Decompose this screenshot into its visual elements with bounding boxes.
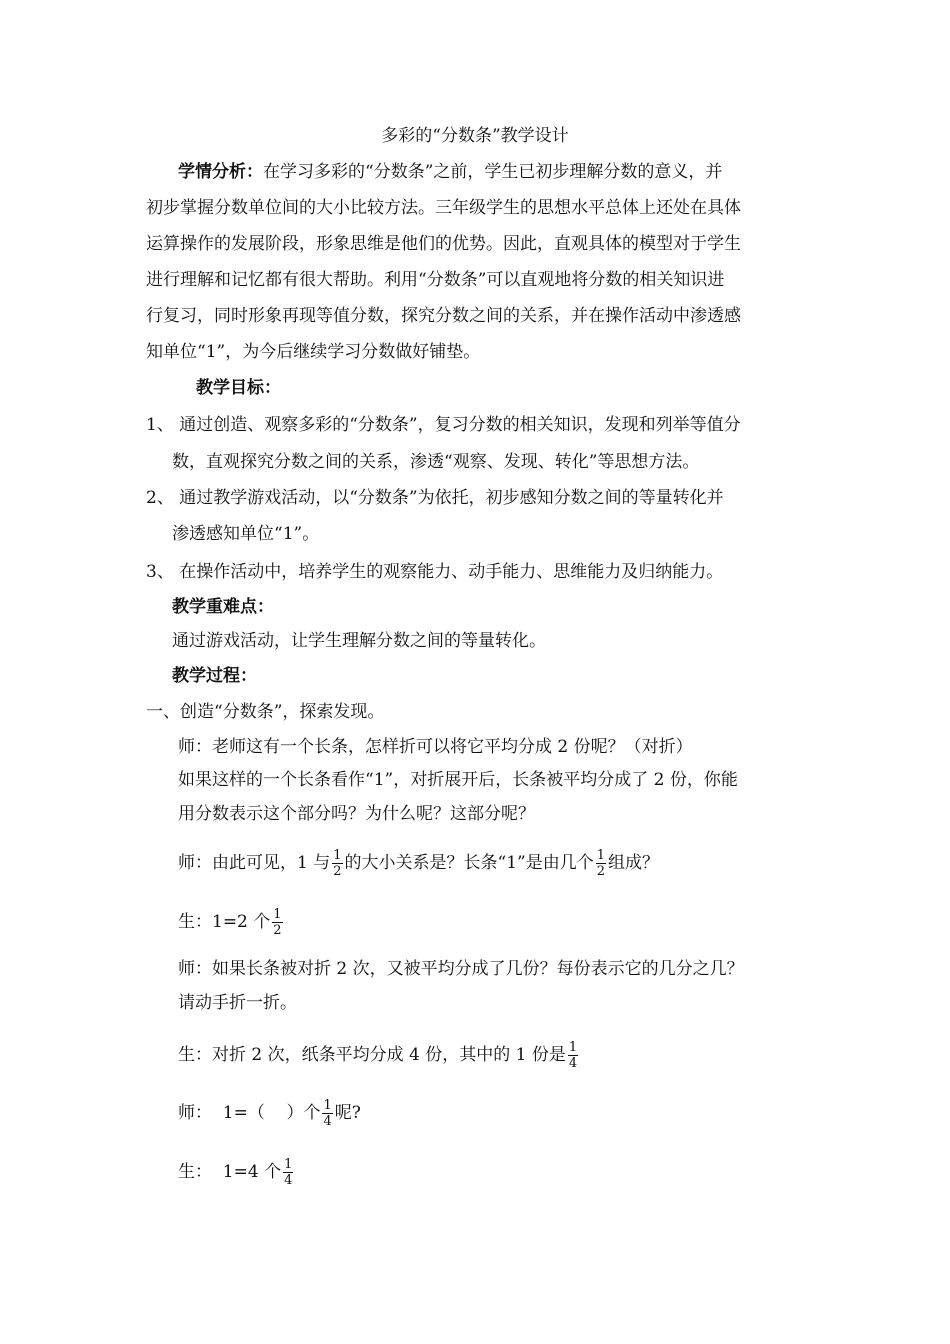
process-line-5 [178,907,285,938]
goal-1-line-1: 1、 通过创造、观察多彩的“分数条”，复习分数的相关知识，发现和列举等值分 [146,415,741,435]
fraction-one-half [272,907,282,938]
process-line-9 [178,1098,361,1129]
key-points-text: 通过游戏活动，让学生理解分数之间的等量转化。 [172,631,546,651]
process-line-2: 如果这样的一个长条看作“1”，对折展开后，长条被平均分成了 2 份，你能 [178,770,738,790]
fraction-numerator: 1 [323,1098,332,1113]
process-line-6: 师：如果长条被对折 2 次，又被平均分成了几份？每份表示它的几分之几？ [178,959,744,979]
analysis-line-5: 行复习，同时形象再现等值分数，探究分数之间的关系，并在操作活动中渗透感 [146,306,741,326]
fraction-numerator: 1 [596,848,605,863]
analysis-label: 学情分析： [178,162,263,182]
fraction-denominator: 2 [596,864,605,879]
process-line-9-a: 师： 1=（ ）个 [178,1103,321,1123]
fraction-numerator: 1 [273,907,282,922]
process-line-4-c: 组成？ [608,853,659,873]
fraction-numerator: 1 [284,1157,293,1172]
fraction-numerator: 1 [333,848,342,863]
fraction-denominator: 2 [273,923,282,938]
analysis-line-2: 初步掌握分数单位间的大小比较方法。三年级学生的思想水平总体上还处在具体 [146,198,741,218]
process-line-3: 用分数表示这个部分吗？为什么呢？这部分呢？ [178,804,535,824]
process-line-1: 师：老师这有一个长条，怎样折可以将它平均分成 2 份呢？（对折） [178,737,693,757]
fraction-one-quarter [322,1098,332,1129]
fraction-one-half [332,848,342,879]
section-1-heading: 一、创造“分数条”，探索发现。 [146,702,385,722]
process-line-4-a: 师：由此可见，1 与 [178,853,331,873]
process-line-5-a: 生：1=2 个 [178,912,271,932]
fraction-denominator: 2 [333,864,342,879]
process-line-9-b: 呢? [334,1103,361,1123]
process-line-10-a: 生： 1=4 个 [178,1162,282,1182]
fraction-one-half [596,848,606,879]
process-line-8 [178,1040,580,1071]
fraction-denominator: 4 [568,1056,578,1071]
process-line-8-a: 生：对折 2 次，纸条平均分成 4 份，其中的 1 份是 [178,1045,566,1065]
goal-2-line-2: 渗透感知单位“1”。 [172,524,320,544]
analysis-line-4: 进行理解和记忆都有很大帮助。利用“分数条”可以直观地将分数的相关知识进 [146,270,725,290]
process-line-4-b: 的大小关系是？长条“1”是由几个 [344,853,594,873]
process-line-4 [178,848,659,879]
goal-1-line-2: 数，直观探究分数之间的关系，渗透“观察、发现、转化”等思想方法。 [172,452,700,472]
goal-2-line-1: 2、 通过教学游戏活动，以“分数条”为依托，初步感知分数之间的等量转化并 [146,488,724,508]
analysis-line-1 [178,160,722,184]
fraction-one-quarter [283,1157,293,1188]
key-points-heading: 教学重难点： [172,597,274,617]
fraction-one-quarter [568,1040,578,1071]
fraction-denominator: 4 [284,1173,293,1188]
analysis-text-1: 在学习多彩的“分数条”之前，学生已初步理解分数的意义，并 [263,162,723,182]
fraction-numerator: 1 [568,1040,578,1055]
document-title: 多彩的“分数条”教学设计 [381,126,569,146]
goal-3-line-1: 3、 在操作活动中，培养学生的观察能力、动手能力、思维能力及归纳能力。 [146,562,724,582]
analysis-line-6: 知单位“1”，为今后继续学习分数做好铺垫。 [146,342,481,362]
process-heading: 教学过程： [172,666,257,686]
analysis-line-3: 运算操作的发展阶段，形象思维是他们的优势。因此，直观具体的模型对于学生 [146,234,741,254]
process-line-10 [178,1157,295,1188]
fraction-denominator: 4 [323,1114,332,1129]
goals-heading: 教学目标： [196,378,281,398]
process-line-7: 请动手折一折。 [178,993,297,1013]
